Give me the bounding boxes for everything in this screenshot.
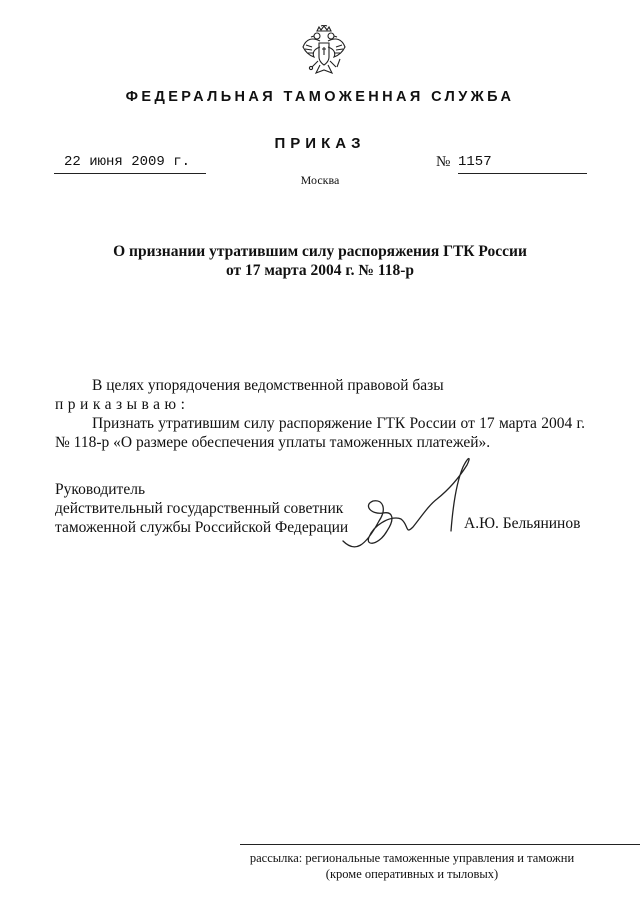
title-line-1: О признании утратившим силу распоряжения ГТК России <box>113 243 527 260</box>
order-verb: приказываю: <box>55 396 190 413</box>
signatory-name: А.Ю. Бельянинов <box>464 515 581 532</box>
order-number <box>436 154 587 174</box>
document-title <box>0 242 640 280</box>
coat-of-arms-icon <box>300 25 348 83</box>
document-body <box>55 376 585 452</box>
signatory-title-line-1: Руководитель <box>55 481 146 498</box>
distribution-line-1: рассылка: региональные таможенные управления и таможни <box>249 851 575 865</box>
document-type: ПРИКАЗ <box>274 135 366 152</box>
order-number-value: 1157 <box>458 154 587 174</box>
order-date: 22 июня 2009 г. <box>54 154 206 174</box>
distribution-list <box>242 850 582 882</box>
body-paragraph-1 <box>55 376 585 414</box>
footer-divider <box>240 844 640 845</box>
signatory-position <box>55 480 355 537</box>
preamble-text: В целях упорядочения ведомственной правовой базы <box>92 377 444 394</box>
number-sign: № <box>436 154 451 170</box>
title-line-2: от 17 марта 2004 г. № 118-р <box>226 262 414 279</box>
distribution-line-2: (кроме оперативных и тыловых) <box>325 867 499 881</box>
signatory-title-line-3: таможенной службы Российской Федерации <box>55 519 349 536</box>
body-paragraph-2: Признать утратившим силу распоряжение ГТК России от 17 марта 2004 г. № 118-р «О размере обеспечения уплаты таможенных платежей». <box>55 415 585 451</box>
handwritten-signature <box>335 455 505 555</box>
signatory-title-line-2: действительный государственный советник <box>55 500 344 517</box>
agency-name: ФЕДЕРАЛЬНАЯ ТАМОЖЕННАЯ СЛУЖБА <box>125 89 515 105</box>
city: Москва <box>300 173 340 187</box>
